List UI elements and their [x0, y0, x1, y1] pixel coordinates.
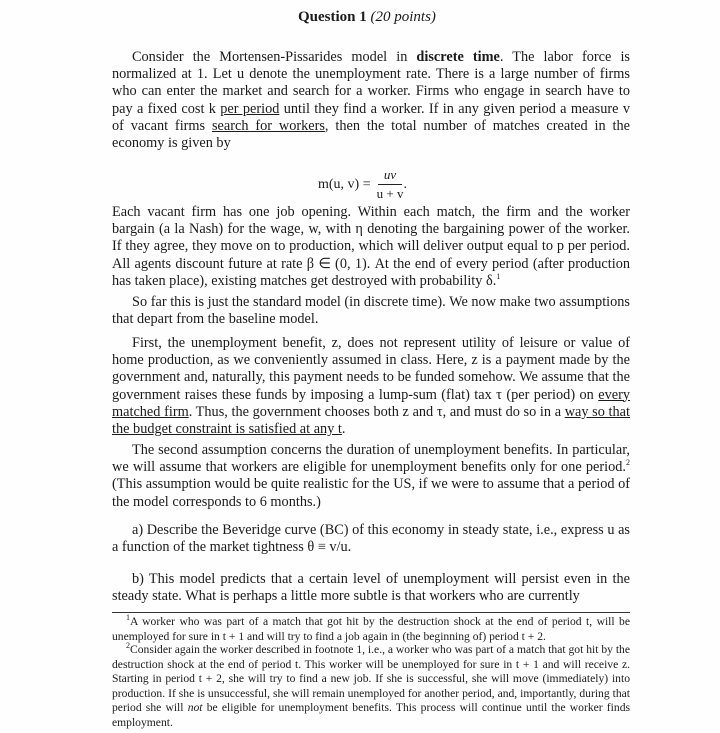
footnote-divider: [112, 612, 630, 613]
paragraph-model-intro: Consider the Mortensen-Pissarides model in discrete time. The labor force is normalized at 1. Let u denote the unemployment rate. There is a large number of firms who can enter the market and search for a worker. Firms who engage in search have to pay a fixed cost k per period until they find a worker. If in any given period a measure v of vacant firms search for workers, then the total number of matches created in the economy is given by: [112, 49, 630, 152]
equation-denominator: u + v: [376, 186, 404, 201]
question-title: [298, 9, 436, 26]
paragraph-duration: The second assumption concerns the duration of unemployment benefits. In particular, we will assume that workers are eligible for unemployment benefits only for one period.$^2$ (This assumption would be quite realistic for the US, if we were to assume that a period of the model corresponds to 6 months.): [112, 442, 630, 510]
part-b: b) This model predicts that a certain level of unemployment will persist even in the steady state. What is perhaps a little more subtle is that workers who are currently: [112, 571, 630, 605]
question-points: (20 points): [370, 9, 436, 25]
question-label: Question 1: [298, 9, 367, 25]
footnote-2: $^2$Consider again the worker described in footnote 1, i.e., a worker who was part of a match that got hit by the destruction shock at the end of period t. This worker will be unemployed for sure in t + 1 and will receive z. Starting in period t + 2, she will try to find a new job. If she is successful, she will move (immediately) into production. If she is unsuccessful, she will remain unemployed for another period, and, importantly, during that period she will not be eligible for unemployment benefits. This process will continue until the worker finds employment.: [112, 641, 630, 729]
italic-not: not: [187, 701, 203, 714]
equation-fraction: [377, 167, 404, 202]
matching-function-equation: [318, 167, 407, 202]
footnote-ref-2: 2: [626, 458, 630, 468]
underline-every-matched-firm: every matched firm: [112, 386, 630, 420]
part-a: a) Describe the Beveridge curve (BC) of this economy in steady state, i.e., express u as a function of the market tightness θ ≡ v/u.: [112, 522, 630, 556]
equation-tail: .: [403, 176, 407, 192]
footnote-2-mark: 2: [126, 641, 130, 651]
footnote-ref-1: 1: [496, 272, 501, 282]
underline-per-period: per period: [220, 100, 280, 117]
paragraph-unemployment-benefit: First, the unemployment benefit, z, does not represent utility of leisure or value of home production, as we conveniently assumed in class. Here, z is a payment made by the government and, naturally, this payment needs to be funded somehow. We assume that the government raises these funds by imposing a lump-sum (flat) tax τ (per period) on every matched firm. Thus, the government chooses both z and τ, and must do so in a way so that the budget constraint is satisfied at any t.: [112, 335, 630, 438]
equation-numerator: uv: [378, 167, 402, 185]
paragraph-bargaining: Each vacant firm has one job opening. Within each match, the firm and the worker bargain (a la Nash) for the wage, w, with η denoting the bargaining power of the worker. If they agree, they move on to production, which will deliver output equal to p per period. All agents discount future at rate β ∈ (0, 1). At the end of every period (after production has taken place), existing matches get destroyed with probability δ.$^1$: [112, 204, 630, 289]
equation-lhs: m(u, v) =: [318, 176, 371, 192]
underline-budget-constraint: way so that the budget constraint is satisfied at any t: [112, 403, 630, 438]
paragraph-assumptions: So far this is just the standard model (in discrete time). We now make two assumptions that depart from the baseline model.: [112, 294, 630, 328]
underline-search-for-workers: search for workers: [211, 117, 325, 134]
footnote-1: $^1$A worker who was part of a match that got hit by the destruction shock at the end of period t, will be unemployed for sure in t + 1 and will try to find a job again in (the beginning of) period t + 2.: [112, 613, 630, 643]
footnote-1-mark: 1: [126, 613, 130, 623]
bold-discrete-time: discrete time: [416, 49, 500, 65]
